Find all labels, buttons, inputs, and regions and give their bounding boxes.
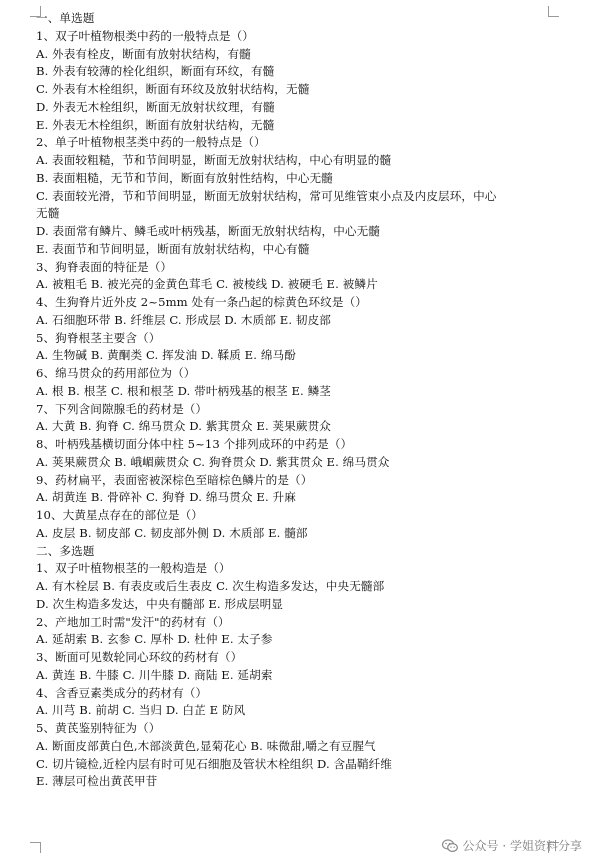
answer-options: E. 外表无木栓组织，断面有放射状结构，无髓 [36,117,275,132]
answer-options: A. 有木栓层 B. 有表皮或后生表皮 C. 次生构造多发达，中央无髓部 [36,579,385,593]
answer-options: A. 皮层 B. 韧皮部 C. 韧皮部外侧 D. 木质部 E. 髓部 [36,525,308,540]
answer-options: A. 根 B. 根茎 C. 根和根茎 D. 带叶柄残基的根茎 E. 鳞茎 [36,383,331,398]
answer-options: A. 胡黄连 B. 骨碎补 C. 狗脊 D. 绵马贯众 E. 升麻 [36,490,296,505]
answer-options: C. 切片镜检,近栓内层有时可见石细胞及管状木栓组织 D. 含晶鞘纤维 [36,756,392,771]
answer-options: B. 外表有较薄的栓化组织，断面有环纹，有髓 [36,64,275,79]
watermark-text: 公众号 · 学姐资料分享 [462,839,582,853]
question-stem: 3、断面可见数轮同心环纹的药材有（） [36,650,243,664]
answer-options: A. 黄连 B. 牛膝 C. 川牛膝 D. 商陆 E. 延胡索 [36,667,273,682]
answer-options: D. 外表无木栓组织，断面无放射状纹理，有髓 [36,99,275,114]
answer-options: A. 川芎 B. 前胡 C. 当归 D. 白芷 E 防风 [36,703,246,718]
answer-options: D. 表面常有鳞片、鳞毛或叶柄残基，断面无放射状结构，中心无髓 [36,224,380,238]
margin-mark-bottom-left [30,842,41,853]
section-heading: 二、多选题 [36,543,95,558]
question-stem: 7、下列含间隙腺毛的药材是（） [36,401,208,416]
answer-options: A. 石细胞环带 B. 纤维层 C. 形成层 D. 木质部 E. 韧皮部 [36,312,331,327]
section-heading: 一、单选题 [36,11,95,25]
question-stem: 9、药材扁平，表面密被深棕色至暗棕色鳞片的是（） [36,472,313,487]
answer-options: A. 被粗毛 B. 被光亮的金黄色茸毛 C. 被棱线 D. 被硬毛 E. 被鳞片 [36,277,378,292]
answer-options: C. 表面较光滑，节和节间明显，断面无放射状结构，常可见维管束小点及内皮层环，中心 [36,188,497,203]
question-stem: 6、绵马贯众的药用部位为（） [36,366,196,380]
question-stem: 3、狗脊表面的特征是（） [36,259,173,274]
answer-options: A. 外表有栓皮，断面有放射状结构，有髓 [36,46,251,61]
question-stem: 10、大黄星点存在的部位是（） [36,508,203,522]
wechat-icon [442,839,458,853]
question-stem: 1、双子叶植物根类中药的一般特点是（） [36,28,254,43]
answer-options: B. 表面粗糙，无节和节间，断面有放射性结构，中心无髓 [36,170,333,185]
question-stem: 4、含香豆素类成分的药材有（） [36,685,208,700]
question-stem: 1、双子叶植物根茎的一般构造是（） [36,561,231,576]
answer-options: A. 大黄 B. 狗脊 C. 绵马贯众 D. 紫萁贯众 E. 荚果蕨贯众 [36,419,331,434]
question-stem: 4、生狗脊片近外皮 2~5mm 处有一条凸起的棕黄色环纹是（） [36,295,367,309]
question-stem: 5、黄芪鉴别特征为（） [36,721,161,735]
margin-mark-top-right [548,6,559,17]
answer-options: A. 断面皮部黄白色,木部淡黄色,显菊花心 B. 味微甜,嚼之有豆腥气 [36,738,376,753]
question-stem: 5、狗脊根茎主要含（） [36,330,161,345]
answer-options: C. 外表有木栓组织，断面有环纹及放射状结构，无髓 [36,82,310,96]
answer-options: E. 薄层可检出黄芪甲苷 [36,774,158,789]
answer-options: E. 表面节和节间明显，断面有放射状结构，中心有髓 [36,241,310,256]
question-stem: 2、产地加工时需"发汗"的药材有（） [36,614,230,629]
text-line: 无髓 [36,206,60,221]
answer-options: A. 表面较粗糙，节和节间明显，断面无放射状结构，中心有明显的髓 [36,153,392,167]
answer-options: A. 延胡索 B. 玄参 C. 厚朴 D. 杜仲 E. 太子参 [36,632,273,647]
answer-options: A. 生物碱 B. 黄酮类 C. 挥发油 D. 鞣质 E. 绵马酚 [36,348,296,363]
answer-options: A. 荚果蕨贯众 B. 峨嵋蕨贯众 C. 狗脊贯众 D. 紫萁贯众 E. 绵马贯众 [36,454,390,469]
question-list [36,10,548,791]
answer-options: D. 次生构造多发达，中央有髓部 E. 形成层明显 [36,596,283,611]
watermark [442,837,582,854]
question-stem: 8、叶柄残基横切面分体中柱 5~13 个排列成环的中药是（） [36,437,353,451]
question-stem: 2、单子叶植物根茎类中药的一般特点是（） [36,135,266,150]
